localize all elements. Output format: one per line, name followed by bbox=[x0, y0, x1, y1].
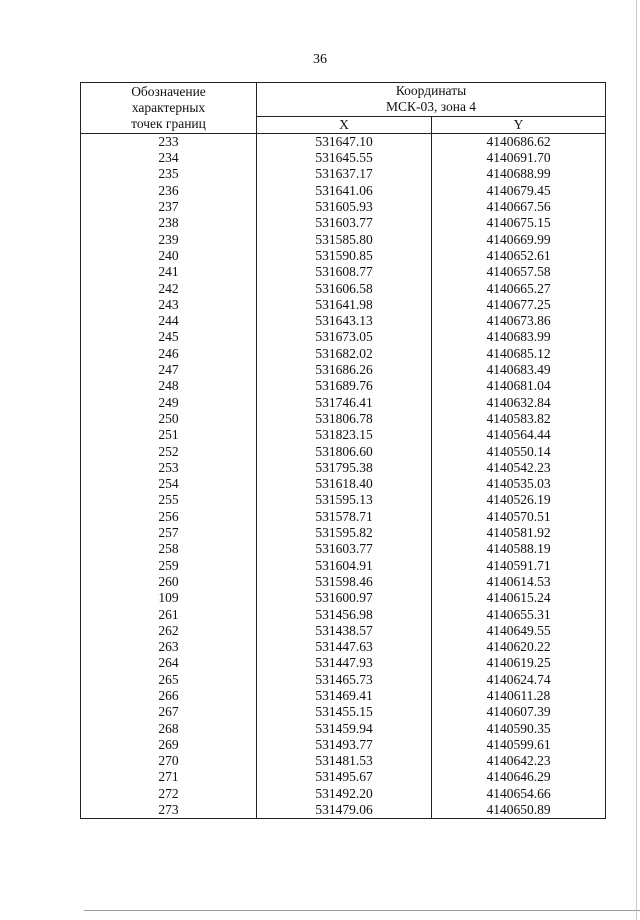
table-row bbox=[81, 215, 606, 231]
y-coordinate-cell: 4140681.04 bbox=[432, 378, 606, 394]
table-row bbox=[81, 183, 606, 199]
x-coordinate-cell: 531605.93 bbox=[257, 199, 432, 215]
y-coordinate-cell: 4140649.55 bbox=[432, 623, 606, 639]
table-row bbox=[81, 802, 606, 819]
y-coordinate-cell: 4140581.92 bbox=[432, 525, 606, 541]
y-coordinate-cell: 4140590.35 bbox=[432, 721, 606, 737]
x-coordinate-cell: 531641.06 bbox=[257, 183, 432, 199]
table-header bbox=[81, 83, 606, 134]
x-coordinate-cell: 531682.02 bbox=[257, 346, 432, 362]
table-row bbox=[81, 541, 606, 557]
x-coordinate-cell: 531459.94 bbox=[257, 721, 432, 737]
y-coordinate-cell: 4140673.86 bbox=[432, 313, 606, 329]
point-id-cell: 257 bbox=[81, 525, 257, 541]
x-coordinate-cell: 531447.93 bbox=[257, 655, 432, 671]
y-coordinate-cell: 4140657.58 bbox=[432, 264, 606, 280]
point-id-cell: 244 bbox=[81, 313, 257, 329]
y-coordinate-cell: 4140691.70 bbox=[432, 150, 606, 166]
point-id-cell: 272 bbox=[81, 786, 257, 802]
y-coordinate-cell: 4140570.51 bbox=[432, 509, 606, 525]
point-designation-header-line-3: точек границ bbox=[131, 116, 206, 132]
x-coordinate-cell: 531456.98 bbox=[257, 607, 432, 623]
table-row bbox=[81, 607, 606, 623]
y-coordinate-cell: 4140591.71 bbox=[432, 558, 606, 574]
y-coordinate-cell: 4140667.56 bbox=[432, 199, 606, 215]
point-id-cell: 252 bbox=[81, 444, 257, 460]
x-coordinate-cell: 531469.41 bbox=[257, 688, 432, 704]
y-coordinate-cell: 4140535.03 bbox=[432, 476, 606, 492]
table-row bbox=[81, 281, 606, 297]
x-coordinate-cell: 531604.91 bbox=[257, 558, 432, 574]
point-id-cell: 268 bbox=[81, 721, 257, 737]
point-id-cell: 262 bbox=[81, 623, 257, 639]
table-row bbox=[81, 150, 606, 166]
table-row bbox=[81, 672, 606, 688]
scan-edge-line-bottom bbox=[84, 910, 640, 911]
table-row bbox=[81, 444, 606, 460]
table-row bbox=[81, 509, 606, 525]
y-coordinate-cell: 4140611.28 bbox=[432, 688, 606, 704]
table-row bbox=[81, 395, 606, 411]
y-coordinate-cell: 4140619.25 bbox=[432, 655, 606, 671]
x-coordinate-cell: 531438.57 bbox=[257, 623, 432, 639]
point-id-cell: 243 bbox=[81, 297, 257, 313]
x-coordinate-cell: 531595.13 bbox=[257, 492, 432, 508]
y-coordinate-cell: 4140677.25 bbox=[432, 297, 606, 313]
point-id-cell: 271 bbox=[81, 769, 257, 785]
y-coordinate-cell: 4140607.39 bbox=[432, 704, 606, 720]
y-column-header: Y bbox=[432, 116, 606, 133]
table-row bbox=[81, 769, 606, 785]
point-id-cell: 254 bbox=[81, 476, 257, 492]
point-id-cell: 240 bbox=[81, 248, 257, 264]
point-id-cell: 251 bbox=[81, 427, 257, 443]
point-id-cell: 248 bbox=[81, 378, 257, 394]
x-coordinate-cell: 531590.85 bbox=[257, 248, 432, 264]
x-coordinate-cell: 531492.20 bbox=[257, 786, 432, 802]
point-id-cell: 234 bbox=[81, 150, 257, 166]
point-id-cell: 233 bbox=[81, 133, 257, 150]
point-designation-header bbox=[81, 83, 257, 134]
point-id-cell: 260 bbox=[81, 574, 257, 590]
point-id-cell: 255 bbox=[81, 492, 257, 508]
point-designation-header-line-1: Обозначение bbox=[131, 83, 206, 99]
x-coordinate-cell: 531585.80 bbox=[257, 232, 432, 248]
point-id-cell: 269 bbox=[81, 737, 257, 753]
y-coordinate-cell: 4140624.74 bbox=[432, 672, 606, 688]
point-id-cell: 245 bbox=[81, 329, 257, 345]
table-row bbox=[81, 721, 606, 737]
point-id-cell: 256 bbox=[81, 509, 257, 525]
point-id-cell: 236 bbox=[81, 183, 257, 199]
x-coordinate-cell: 531465.73 bbox=[257, 672, 432, 688]
point-id-cell: 258 bbox=[81, 541, 257, 557]
table-row bbox=[81, 427, 606, 443]
y-coordinate-cell: 4140683.49 bbox=[432, 362, 606, 378]
x-coordinate-cell: 531746.41 bbox=[257, 395, 432, 411]
table-row bbox=[81, 558, 606, 574]
x-coordinate-cell: 531598.46 bbox=[257, 574, 432, 590]
y-coordinate-cell: 4140564.44 bbox=[432, 427, 606, 443]
y-coordinate-cell: 4140620.22 bbox=[432, 639, 606, 655]
point-id-cell: 267 bbox=[81, 704, 257, 720]
y-coordinate-cell: 4140685.12 bbox=[432, 346, 606, 362]
table-row bbox=[81, 362, 606, 378]
y-coordinate-cell: 4140683.99 bbox=[432, 329, 606, 345]
x-coordinate-cell: 531686.26 bbox=[257, 362, 432, 378]
x-coordinate-cell: 531618.40 bbox=[257, 476, 432, 492]
y-coordinate-cell: 4140583.82 bbox=[432, 411, 606, 427]
scan-edge-line-right bbox=[636, 0, 637, 920]
table-row bbox=[81, 704, 606, 720]
y-coordinate-cell: 4140654.66 bbox=[432, 786, 606, 802]
x-coordinate-cell: 531606.58 bbox=[257, 281, 432, 297]
point-id-cell: 247 bbox=[81, 362, 257, 378]
point-id-cell: 238 bbox=[81, 215, 257, 231]
point-id-cell: 250 bbox=[81, 411, 257, 427]
x-coordinate-cell: 531673.05 bbox=[257, 329, 432, 345]
y-coordinate-cell: 4140599.61 bbox=[432, 737, 606, 753]
table-row bbox=[81, 655, 606, 671]
table-row bbox=[81, 476, 606, 492]
table-row bbox=[81, 329, 606, 345]
x-coordinate-cell: 531637.17 bbox=[257, 166, 432, 182]
x-coordinate-cell: 531806.60 bbox=[257, 444, 432, 460]
table-row bbox=[81, 133, 606, 150]
x-coordinate-cell: 531641.98 bbox=[257, 297, 432, 313]
point-id-cell: 259 bbox=[81, 558, 257, 574]
y-coordinate-cell: 4140632.84 bbox=[432, 395, 606, 411]
y-coordinate-cell: 4140642.23 bbox=[432, 753, 606, 769]
y-coordinate-cell: 4140665.27 bbox=[432, 281, 606, 297]
page-number: 36 bbox=[313, 52, 327, 67]
point-id-cell: 261 bbox=[81, 607, 257, 623]
table-row bbox=[81, 639, 606, 655]
x-coordinate-cell: 531689.76 bbox=[257, 378, 432, 394]
point-id-cell: 249 bbox=[81, 395, 257, 411]
y-coordinate-cell: 4140688.99 bbox=[432, 166, 606, 182]
y-coordinate-cell: 4140686.62 bbox=[432, 133, 606, 150]
x-coordinate-cell: 531823.15 bbox=[257, 427, 432, 443]
coordinates-group-header bbox=[257, 83, 606, 117]
table-row bbox=[81, 264, 606, 280]
point-id-cell: 246 bbox=[81, 346, 257, 362]
table-row bbox=[81, 688, 606, 704]
y-coordinate-cell: 4140614.53 bbox=[432, 574, 606, 590]
x-coordinate-cell: 531643.13 bbox=[257, 313, 432, 329]
table-body bbox=[81, 133, 606, 818]
y-coordinate-cell: 4140669.99 bbox=[432, 232, 606, 248]
x-column-header: X bbox=[257, 116, 432, 133]
table-row bbox=[81, 737, 606, 753]
point-id-cell: 109 bbox=[81, 590, 257, 606]
point-id-cell: 264 bbox=[81, 655, 257, 671]
x-coordinate-cell: 531578.71 bbox=[257, 509, 432, 525]
point-id-cell: 239 bbox=[81, 232, 257, 248]
point-id-cell: 242 bbox=[81, 281, 257, 297]
point-id-cell: 263 bbox=[81, 639, 257, 655]
x-coordinate-cell: 531795.38 bbox=[257, 460, 432, 476]
x-coordinate-cell: 531806.78 bbox=[257, 411, 432, 427]
y-coordinate-cell: 4140526.19 bbox=[432, 492, 606, 508]
x-coordinate-cell: 531608.77 bbox=[257, 264, 432, 280]
y-coordinate-cell: 4140615.24 bbox=[432, 590, 606, 606]
x-coordinate-cell: 531600.97 bbox=[257, 590, 432, 606]
table-row bbox=[81, 525, 606, 541]
table-row bbox=[81, 623, 606, 639]
table-row bbox=[81, 313, 606, 329]
x-coordinate-cell: 531595.82 bbox=[257, 525, 432, 541]
point-id-cell: 253 bbox=[81, 460, 257, 476]
table-row bbox=[81, 166, 606, 182]
y-coordinate-cell: 4140655.31 bbox=[432, 607, 606, 623]
table-row bbox=[81, 297, 606, 313]
table-row bbox=[81, 460, 606, 476]
coordinates-table bbox=[80, 82, 606, 819]
point-id-cell: 273 bbox=[81, 802, 257, 819]
table-row bbox=[81, 248, 606, 264]
table-row bbox=[81, 411, 606, 427]
x-coordinate-cell: 531447.63 bbox=[257, 639, 432, 655]
x-coordinate-cell: 531647.10 bbox=[257, 133, 432, 150]
point-id-cell: 237 bbox=[81, 199, 257, 215]
y-coordinate-cell: 4140550.14 bbox=[432, 444, 606, 460]
y-coordinate-cell: 4140679.45 bbox=[432, 183, 606, 199]
x-coordinate-cell: 531479.06 bbox=[257, 802, 432, 819]
x-coordinate-cell: 531645.55 bbox=[257, 150, 432, 166]
y-coordinate-cell: 4140650.89 bbox=[432, 802, 606, 819]
point-id-cell: 265 bbox=[81, 672, 257, 688]
x-coordinate-cell: 531603.77 bbox=[257, 541, 432, 557]
table-row bbox=[81, 232, 606, 248]
point-id-cell: 235 bbox=[81, 166, 257, 182]
table-row bbox=[81, 590, 606, 606]
y-coordinate-cell: 4140675.15 bbox=[432, 215, 606, 231]
table-row bbox=[81, 492, 606, 508]
table-row bbox=[81, 574, 606, 590]
point-id-cell: 266 bbox=[81, 688, 257, 704]
table-row bbox=[81, 346, 606, 362]
coordinates-group-header-line-2: МСК-03, зона 4 bbox=[385, 99, 477, 115]
y-coordinate-cell: 4140646.29 bbox=[432, 769, 606, 785]
point-id-cell: 270 bbox=[81, 753, 257, 769]
x-coordinate-cell: 531493.77 bbox=[257, 737, 432, 753]
x-coordinate-cell: 531455.15 bbox=[257, 704, 432, 720]
table-row bbox=[81, 786, 606, 802]
x-coordinate-cell: 531603.77 bbox=[257, 215, 432, 231]
point-designation-header-line-2: характерных bbox=[131, 99, 206, 115]
table-row bbox=[81, 378, 606, 394]
y-coordinate-cell: 4140652.61 bbox=[432, 248, 606, 264]
y-coordinate-cell: 4140542.23 bbox=[432, 460, 606, 476]
point-id-cell: 241 bbox=[81, 264, 257, 280]
x-coordinate-cell: 531481.53 bbox=[257, 753, 432, 769]
coordinates-group-header-line-1: Координаты bbox=[395, 83, 467, 98]
x-coordinate-cell: 531495.67 bbox=[257, 769, 432, 785]
y-coordinate-cell: 4140588.19 bbox=[432, 541, 606, 557]
table-row bbox=[81, 199, 606, 215]
table-row bbox=[81, 753, 606, 769]
